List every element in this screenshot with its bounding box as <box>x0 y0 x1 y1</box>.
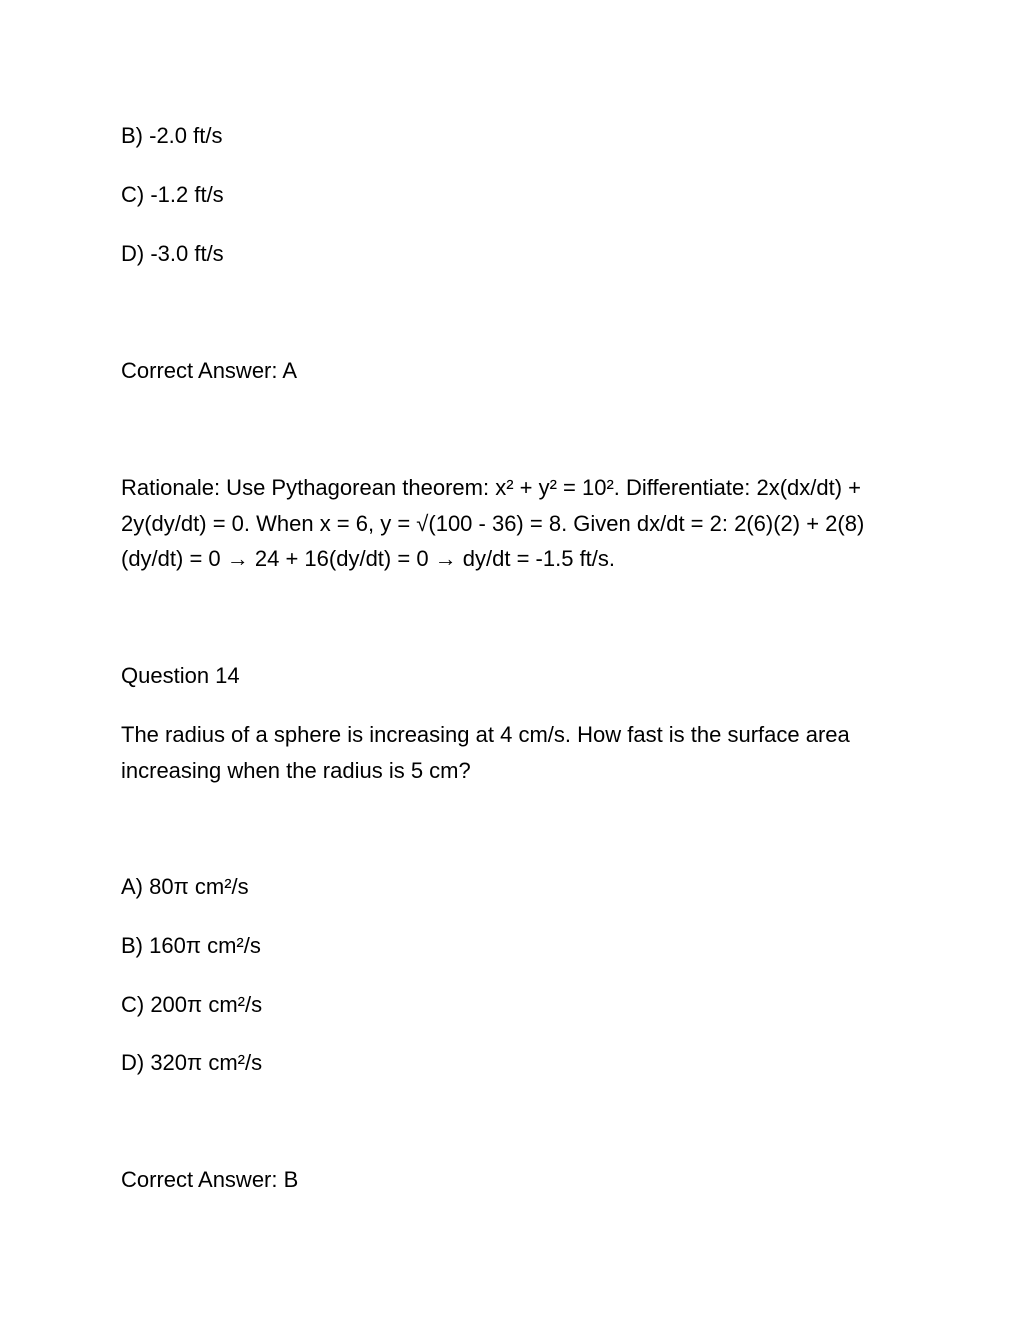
q14-option-b: B) 160π cm²/s <box>121 933 261 958</box>
q14-option-a: A) 80π cm²/s <box>121 874 249 899</box>
prev-option-d: D) -3.0 ft/s <box>121 241 224 266</box>
prev-rationale: Rationale: Use Pythagorean theorem: x² + y² = 10². Differentiate: 2x(dx/dt) + 2y(dy/dt) = 0. When x = 6, y = √(100 - 36) = 8. Given dx/dt = 2: 2(6)(2) + 2(8)(dy/dt) = 0 → 24 + 16(dy/dt) = 0 → dy/dt = -1.5 ft/s. <box>121 475 865 571</box>
prev-option-b: B) -2.0 ft/s <box>121 123 223 148</box>
prev-option-c: C) -1.2 ft/s <box>121 182 224 207</box>
q14-correct-answer: Correct Answer: B <box>121 1167 299 1192</box>
question-14-heading: Question 14 <box>121 663 240 688</box>
q14-option-c: C) 200π cm²/s <box>121 992 263 1017</box>
prev-correct-answer: Correct Answer: A <box>121 358 298 383</box>
q14-option-d: D) 320π cm²/s <box>121 1050 263 1075</box>
question-14-prompt: The radius of a sphere is increasing at 4 cm/s. How fast is the surface area increasing when the radius is 5 cm? <box>121 722 850 783</box>
